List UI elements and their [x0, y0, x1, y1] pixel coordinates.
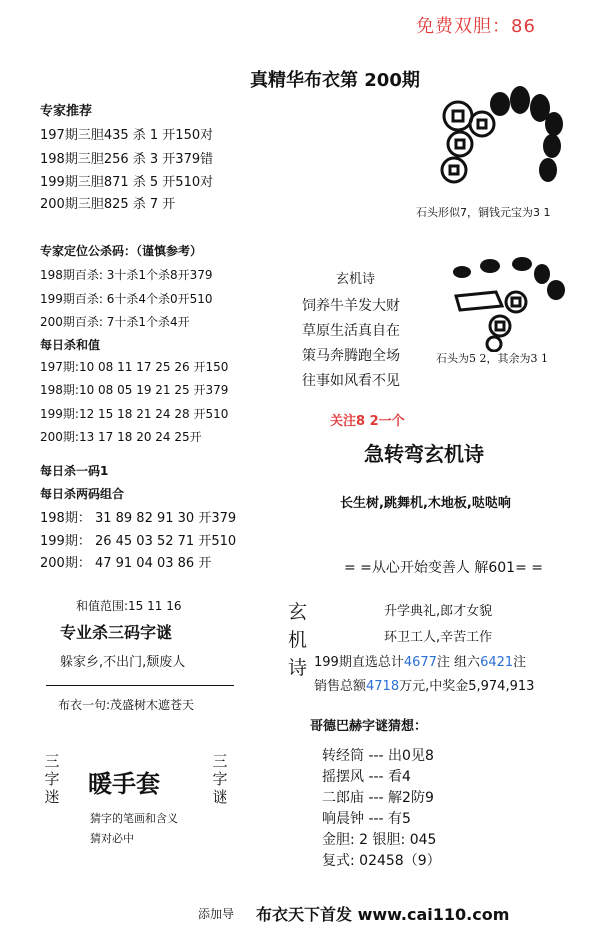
- godel-heading: 哥德巴赫字谜猜想：: [310, 719, 428, 734]
- position-kill-row: 200期百杀: 7十杀1个杀4开: [40, 315, 190, 329]
- daily-kill-two-heading: 每日杀两码组合: [40, 487, 125, 501]
- expert-heading: 专家推荐: [40, 104, 93, 119]
- godel-row: 转经筒 --- 出0见8: [322, 748, 434, 764]
- focus-note: 关注8 2一个: [330, 414, 405, 429]
- mystic-poem-heading: 玄机诗: [336, 272, 376, 287]
- daily-kill-two-row: 200期： 47 91 04 03 86 开: [40, 556, 212, 571]
- daily-kill-two-row: 198期： 31 89 82 91 30 开379: [40, 511, 237, 526]
- picture-caption-2: 石头为5 2，其余为3 1: [436, 352, 548, 365]
- godel-row: 摇摆风 --- 看4: [322, 769, 411, 785]
- mystic-poem-line: 策马奔腾跑全场: [302, 348, 400, 364]
- footer-brand[interactable]: 布衣天下首发 www.cai110.com: [256, 905, 510, 924]
- three-char-right-label: 三字谜: [212, 752, 228, 806]
- xuanji-line: 环卫工人,辛苦工作: [384, 630, 493, 645]
- godel-row: 二郎庙 --- 解2防9: [322, 790, 434, 806]
- position-kill-row: 198期百杀: 3十杀1个杀8开379: [40, 268, 213, 282]
- sharp-turn-title: 急转弯玄机诗: [364, 442, 484, 466]
- three-char-hint: 猜对必中: [90, 832, 134, 845]
- daily-kill-sum-heading: 每日杀和值: [40, 338, 101, 352]
- free-pick: 免费双胆：86: [416, 16, 536, 37]
- sales-line-2: 销售总额4718万元,中奖金5,974,913: [314, 679, 535, 694]
- daily-kill-one-heading: 每日杀一码1: [40, 464, 109, 478]
- sharp-turn-motto: = =从心开始变善人 解601= =: [344, 560, 543, 576]
- expert-row: 200期三胆825 杀 7 开: [40, 197, 176, 212]
- three-code-riddle-text: 躲家乡,不出门,颓废人: [60, 655, 186, 670]
- godel-row: 响晨钟 --- 有5: [322, 811, 411, 827]
- three-char-hint: 猜字的笔画和含义: [90, 812, 178, 825]
- godel-row: 金胆: 2 银胆: 045: [322, 832, 437, 848]
- daily-kill-sum-row: 198期:10 08 05 19 21 25 开379: [40, 383, 229, 397]
- sales-line-1: 199期直选总计4677注 组六6421注: [314, 655, 527, 670]
- coin-stone-picture-1: [436, 84, 576, 194]
- buyi-sentence: 布衣一句:茂盛树木遮苍天: [58, 698, 195, 712]
- mystic-poem-line: 饲养牛羊发大财: [302, 298, 400, 314]
- xuanji-line: 升学典礼,郎才女貌: [384, 604, 493, 619]
- three-code-riddle-title: 专业杀三码字谜: [60, 623, 173, 642]
- sharp-turn-line: 长生树,跳舞机,木地板,哒哒响: [340, 496, 511, 511]
- daily-kill-sum-row: 200期:13 17 18 20 24 25开: [40, 430, 202, 444]
- coin-stone-picture-2: [446, 256, 576, 352]
- mystic-poem-line: 往事如风看不见: [302, 373, 400, 389]
- divider: [46, 685, 234, 686]
- three-char-left-label: 三字迷: [44, 752, 60, 806]
- expert-row: 198期三胆256 杀 3 开379错: [40, 152, 214, 167]
- expert-row: 199期三胆871 杀 5 开510对: [40, 175, 214, 190]
- picture-caption-1: 石头形似7，铜钱元宝为3 1: [416, 206, 551, 219]
- expert-row: 197期三胆435 杀 1 开150对: [40, 128, 214, 143]
- mystic-poem-line: 草原生活真自在: [302, 323, 400, 339]
- daily-kill-two-row: 199期： 26 45 03 52 71 开510: [40, 534, 237, 549]
- three-char-riddle-main: 暖手套: [88, 770, 160, 798]
- position-kill-heading: 专家定位公杀码：（谨慎参考）: [40, 244, 203, 258]
- godel-row: 复式: 02458（9）: [322, 853, 441, 869]
- daily-kill-sum-row: 199期:12 15 18 21 24 28 开510: [40, 407, 229, 421]
- sum-range: 和值范围:15 11 16: [76, 599, 182, 613]
- footer-add: 添加导: [198, 907, 235, 921]
- daily-kill-sum-row: 197期:10 08 11 17 25 26 开150: [40, 360, 229, 374]
- xuanji-vertical-label: 玄 机 诗: [288, 601, 308, 679]
- page-title: 真精华布衣第 200期: [250, 70, 420, 91]
- position-kill-row: 199期百杀: 6十杀4个杀0开510: [40, 292, 213, 306]
